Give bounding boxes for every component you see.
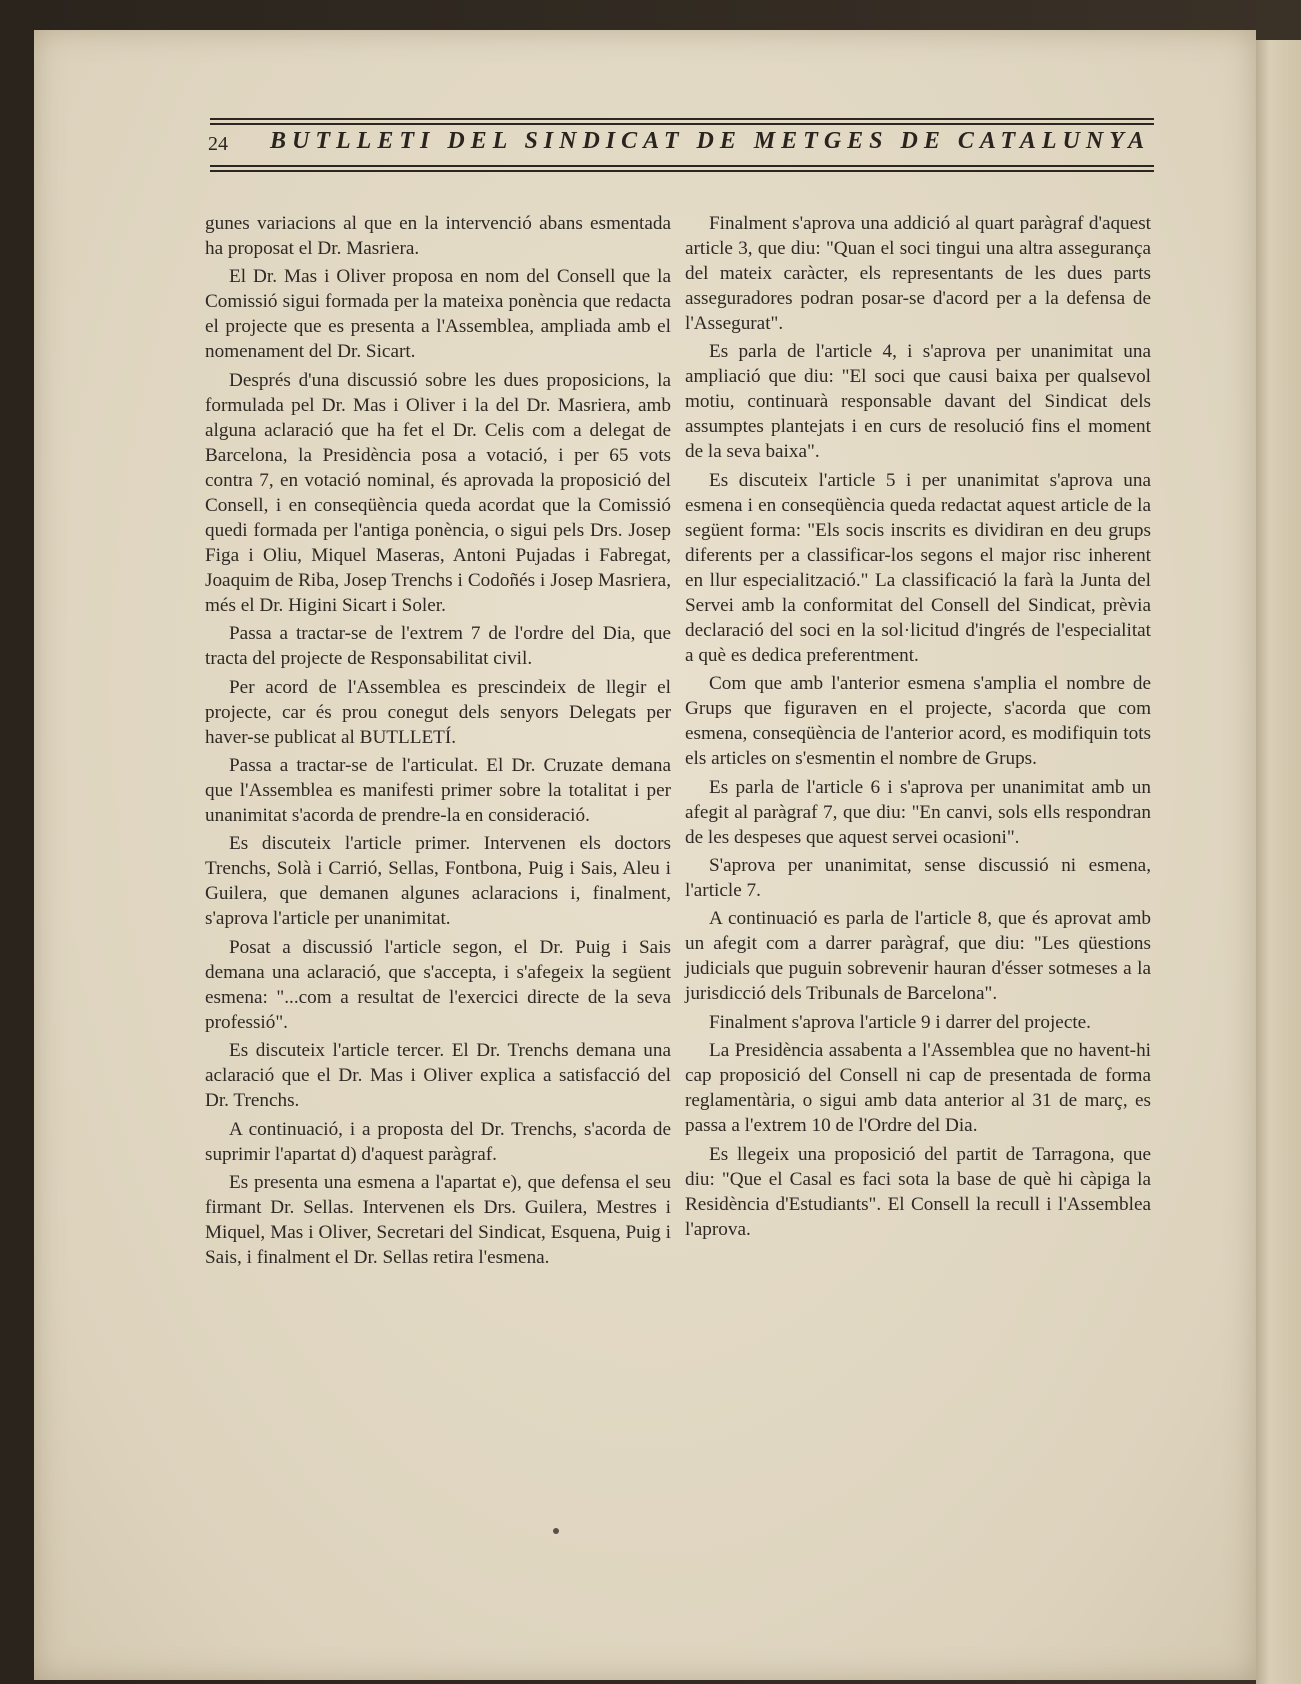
paragraph: A continuació es parla de l'article 8, que és aprovat amb un afegit com a darrer paràgraf, que diu: "Les qüestions judicials que puguin sobrevenir hauran d'ésser sotmeses a la jurisdicció dels Tribunals de Barcelona". — [685, 908, 1151, 1005]
paragraph: Es discuteix l'article 5 i per unanimitat s'aprova una esmena i en conseqüència queda redactat aquest article de la següent forma: "Els socis inscrits es dividiran en deu grups diferents per a classificar-los segons el major risc inherent en llur especialització." La classificació la farà la Junta del Servei amb la conformitat del Consell del Sindicat, prèvia declaració del soci en la sol·licitud d'ingrés de l'especialitat a què es dedica preferentment. — [685, 469, 1151, 666]
right-text-column — [685, 211, 1151, 1245]
ink-dot — [553, 1528, 559, 1534]
paragraph: Després d'una discussió sobre les dues proposicions, la formulada pel Dr. Mas i Oliver i la del Dr. Masriera, amb alguna aclaració que ha fet el Dr. Celis com a delegat de Barcelona, la Presidència posa a votació, i per 65 vots contra 7, en votació nominal, és aprovada la proposició del Consell, i en conseqüència queda acordat que la Comissió quedi formada per l'antiga ponència, o sigui pels Drs. Josep Figa i Oliu, Miquel Maseras, Antoni Pujadas i Fabregat, Joaquim de Riba, Josep Trenchs i Codoñés i Josep Masriera, més el Dr. Higini Sicart i Soler. — [205, 369, 671, 616]
running-title: BUTLLETI DEL SINDICAT DE METGES DE CATALUNYA — [270, 128, 1151, 154]
paragraph: S'aprova per unanimitat, sense discussió ni esmena, l'article 7. — [685, 854, 1151, 901]
header-rule-top-1 — [210, 118, 1154, 120]
left-text-column — [205, 211, 671, 1273]
header-rule-top-2 — [210, 123, 1154, 125]
paragraph: A continuació, i a proposta del Dr. Trenchs, s'acorda de suprimir l'apartat d) d'aquest paràgraf. — [205, 1118, 671, 1165]
paragraph: Per acord de l'Assemblea es prescindeix de llegir el projecte, car és prou conegut dels senyors Delegats per haver-se publicat al BUTLLETÍ. — [205, 676, 671, 748]
paragraph: Posat a discussió l'article segon, el Dr. Puig i Sais demana una aclaració, que s'accepta, i s'afegeix la següent esmena: "...com a resultat de l'exercici directe de la seva professió". — [205, 936, 671, 1033]
paragraph: Es parla de l'article 4, i s'aprova per unanimitat una ampliació que diu: "El soci que causi baixa per qualsevol motiu, continuarà responsable davant del Sindicat dels assumptes plantejats i en curs de resolució fins el moment de la seva baixa". — [685, 341, 1151, 463]
paragraph: Com que amb l'anterior esmena s'amplia el nombre de Grups que figuraven en el projecte, s'acorda que com esmena, conseqüència de l'anterior acord, es modifiquin tots els articles on s'esmentin el nombre de Grups. — [685, 673, 1151, 770]
paragraph: Finalment s'aprova l'article 9 i darrer del projecte. — [709, 1011, 1091, 1033]
paragraph: Passa a tractar-se de l'extrem 7 de l'ordre del Dia, que tracta del projecte de Responsabilitat civil. — [205, 623, 671, 670]
paragraph: gunes variacions al que en la intervenció abans esmentada ha proposat el Dr. Masriera. — [205, 213, 671, 259]
paragraph: Es discuteix l'article tercer. El Dr. Trenchs demana una aclaració que el Dr. Mas i Oliver explica a satisfacció del Dr. Trenchs. — [205, 1040, 671, 1112]
page-number: 24 — [208, 133, 228, 155]
paragraph: Es presenta una esmena a l'apartat e), que defensa el seu firmant Dr. Sellas. Intervenen els Drs. Guilera, Mestres i Miquel, Mas i Oliver, Secretari del Sindicat, Esquena, Puig i Sais, i finalment el Dr. Sellas retira l'esmena. — [205, 1171, 671, 1268]
next-page-edge — [1256, 40, 1301, 1684]
paragraph: Es llegeix una proposició del partit de Tarragona, que diu: "Que el Casal es faci sota la base de què hi càpiga la Residència d'Estudiants". El Consell la recull i l'Assemblea l'aprova. — [685, 1143, 1151, 1240]
paragraph: El Dr. Mas i Oliver proposa en nom del Consell que la Comissió sigui formada per la mateixa ponència que redacta el projecte que es presenta a l'Assemblea, ampliada amb el nomenament del Dr. Sicart. — [205, 266, 671, 363]
paragraph: Finalment s'aprova una addició al quart paràgraf d'aquest article 3, que diu: "Quan el soci tingui una altra assegurança del mateix caràcter, els representants de les dues parts asseguradores podran posar-se d'acord per a la defensa de l'Assegurat". — [685, 213, 1151, 334]
paragraph: La Presidència assabenta a l'Assemblea que no havent-hi cap proposició del Consell ni cap de presentada de forma reglamentària, o sigui amb data anterior al 31 de març, es passa a l'extrem 10 de l'Ordre del Dia. — [685, 1040, 1151, 1137]
header-rule-bottom-1 — [210, 165, 1154, 167]
paragraph: Passa a tractar-se de l'articulat. El Dr. Cruzate demana que l'Assemblea es manifesti primer sobre la totalitat i per unanimitat s'acorda de prendre-la en consideració. — [205, 754, 671, 826]
paragraph: Es discuteix l'article primer. Intervenen els doctors Trenchs, Solà i Carrió, Sellas, Fontbona, Puig i Sais, Aleu i Guilera, que demanen algunes aclaracions i, finalment, s'aprova l'article per unanimitat. — [205, 833, 671, 930]
header-rule-bottom-2 — [210, 170, 1154, 172]
paragraph: Es parla de l'article 6 i s'aprova per unanimitat amb un afegit al paràgraf 7, que diu: "En canvi, sols ells respondran de les despeses que aquest servei ocasioni". — [685, 776, 1151, 848]
